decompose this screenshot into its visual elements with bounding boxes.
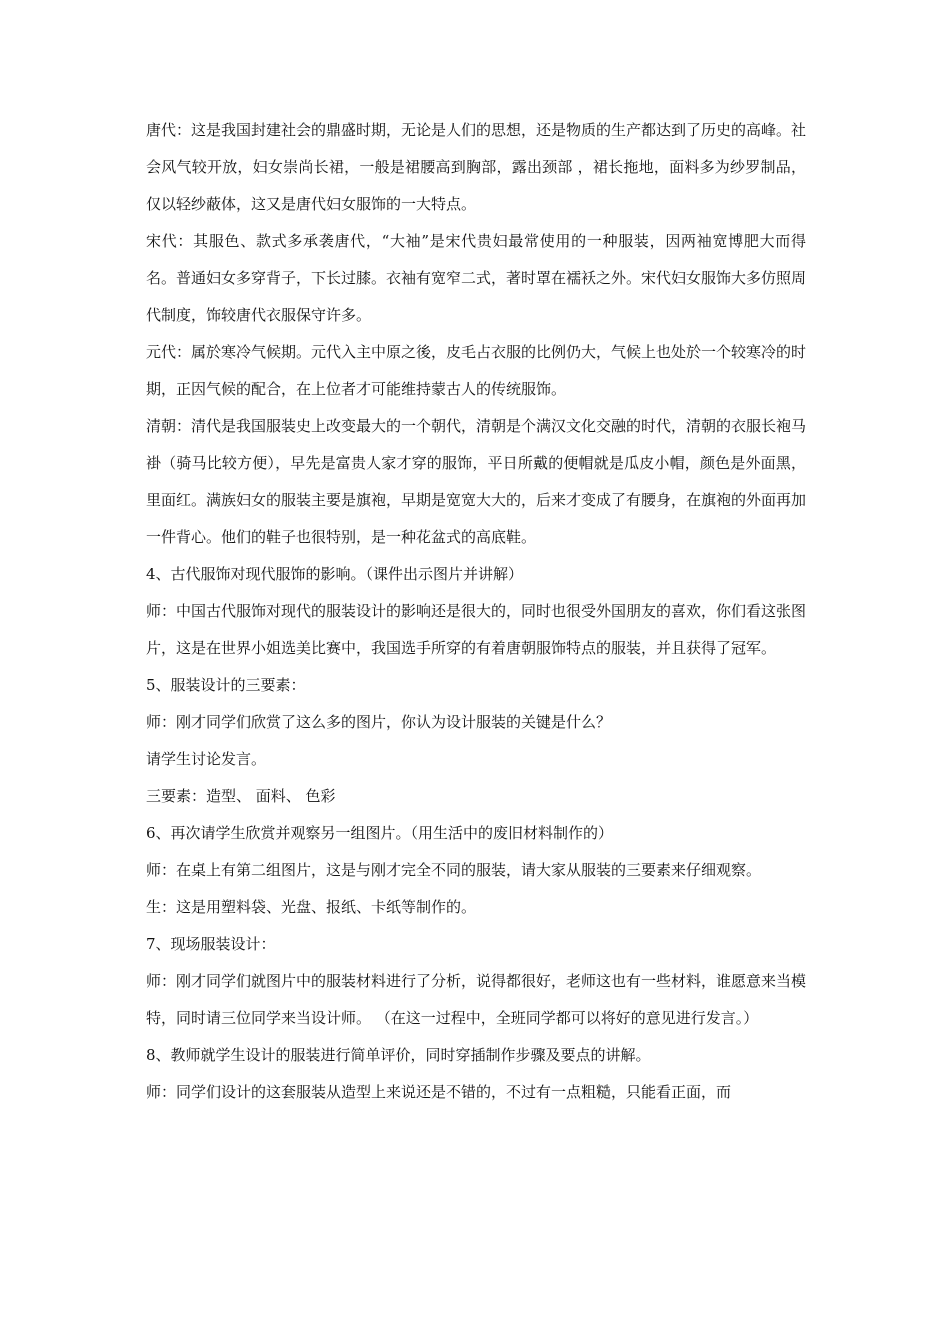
paragraph-song-dynasty: 宋代：其服色、款式多承袭唐代，“大袖”是宋代贵妇最常使用的一种服装，因两袖宽博肥大而得名。普通妇女多穿背子，下长过膝。衣袖有宽窄二式，著时罩在襦袄之外。宋代妇女服饰大多仿照周代制度，饰较唐代衣服保守许多。 [146, 232, 807, 324]
paragraph-teacher-question: 师：刚才同学们欣赏了这么多的图片，你认为设计服装的关键是什么？ [146, 713, 612, 731]
section-heading-6: 6、再次请学生欣赏并观察另一组图片。（用生活中的废旧材料制作的） [146, 824, 614, 842]
paragraph-yuan-dynasty: 元代：属於寒冷气候期。元代入主中原之後，皮毛占衣服的比例仍大，气候上也处於一个较寒冷的时期，正因气候的配合，在上位者才可能维持蒙古人的传统服饰。 [146, 343, 807, 398]
paragraph-tang-dynasty: 唐代：这是我国封建社会的鼎盛时期，无论是人们的思想，还是物质的生产都达到了历史的高峰。社会风气较开放，妇女崇尚长裙，一般是裙腰高到胸部，露出颈部 ，裙长拖地，面料多为纱罗制品，仅以轻纱蔽体，这又是唐代妇女服饰的一大特点。 [146, 121, 807, 213]
paragraph-student-discussion: 请学生讨论发言。 [146, 750, 267, 768]
section-heading-5: 5、服装设计的三要素： [146, 676, 306, 694]
paragraph-teacher-design: 师：刚才同学们就图片中的服装材料进行了分析，说得都很好，老师这也有一些材料，谁愿意来当模特，同时请三位同学来当设计师。 （在这一过程中，全班同学都可以将好的意见进行发言。） [146, 972, 807, 1027]
paragraph-student-answer: 生：这是用塑料袋、光盘、报纸、卡纸等制作的。 [146, 898, 477, 916]
paragraph-three-elements: 三要素：造型、 面料、 色彩 [146, 787, 336, 805]
section-heading-4: 4、古代服饰对现代服饰的影响。（课件出示图片并讲解） [146, 565, 524, 583]
paragraph-teacher-second-group: 师：在桌上有第二组图片，这是与刚才完全不同的服装，请大家从服装的三要素来仔细观察。 [146, 861, 762, 879]
section-heading-7: 7、现场服装设计： [146, 935, 276, 953]
paragraph-teacher-evaluation: 师：同学们设计的这套服装从造型上来说还是不错的，不过有一点粗糙，只能看正面，而 [146, 1083, 732, 1101]
paragraph-qing-dynasty: 清朝：清代是我国服装史上改变最大的一个朝代，清朝是个满汉文化交融的时代，清朝的衣服长袍马褂（骑马比较方便），早先是富贵人家才穿的服饰，平日所戴的便帽就是瓜皮小帽，颜色是外面黑，里面红。满族妇女的服装主要是旗袍，早期是宽宽大大的，后来才变成了有腰身，在旗袍的外面再加一件背心。他们的鞋子也很特别，是一种花盆式的高底鞋。 [146, 417, 807, 546]
paragraph-teacher-influence: 师：中国古代服饰对现代的服装设计的影响还是很大的，同时也很受外国朋友的喜欢，你们看这张图片，这是在世界小姐选美比赛中，我国选手所穿的有着唐朝服饰特点的服装，并且获得了冠军。 [146, 602, 807, 657]
document-body [146, 112, 806, 1111]
section-heading-8: 8、教师就学生设计的服装进行简单评价，同时穿插制作步骤及要点的讲解。 [146, 1046, 651, 1064]
